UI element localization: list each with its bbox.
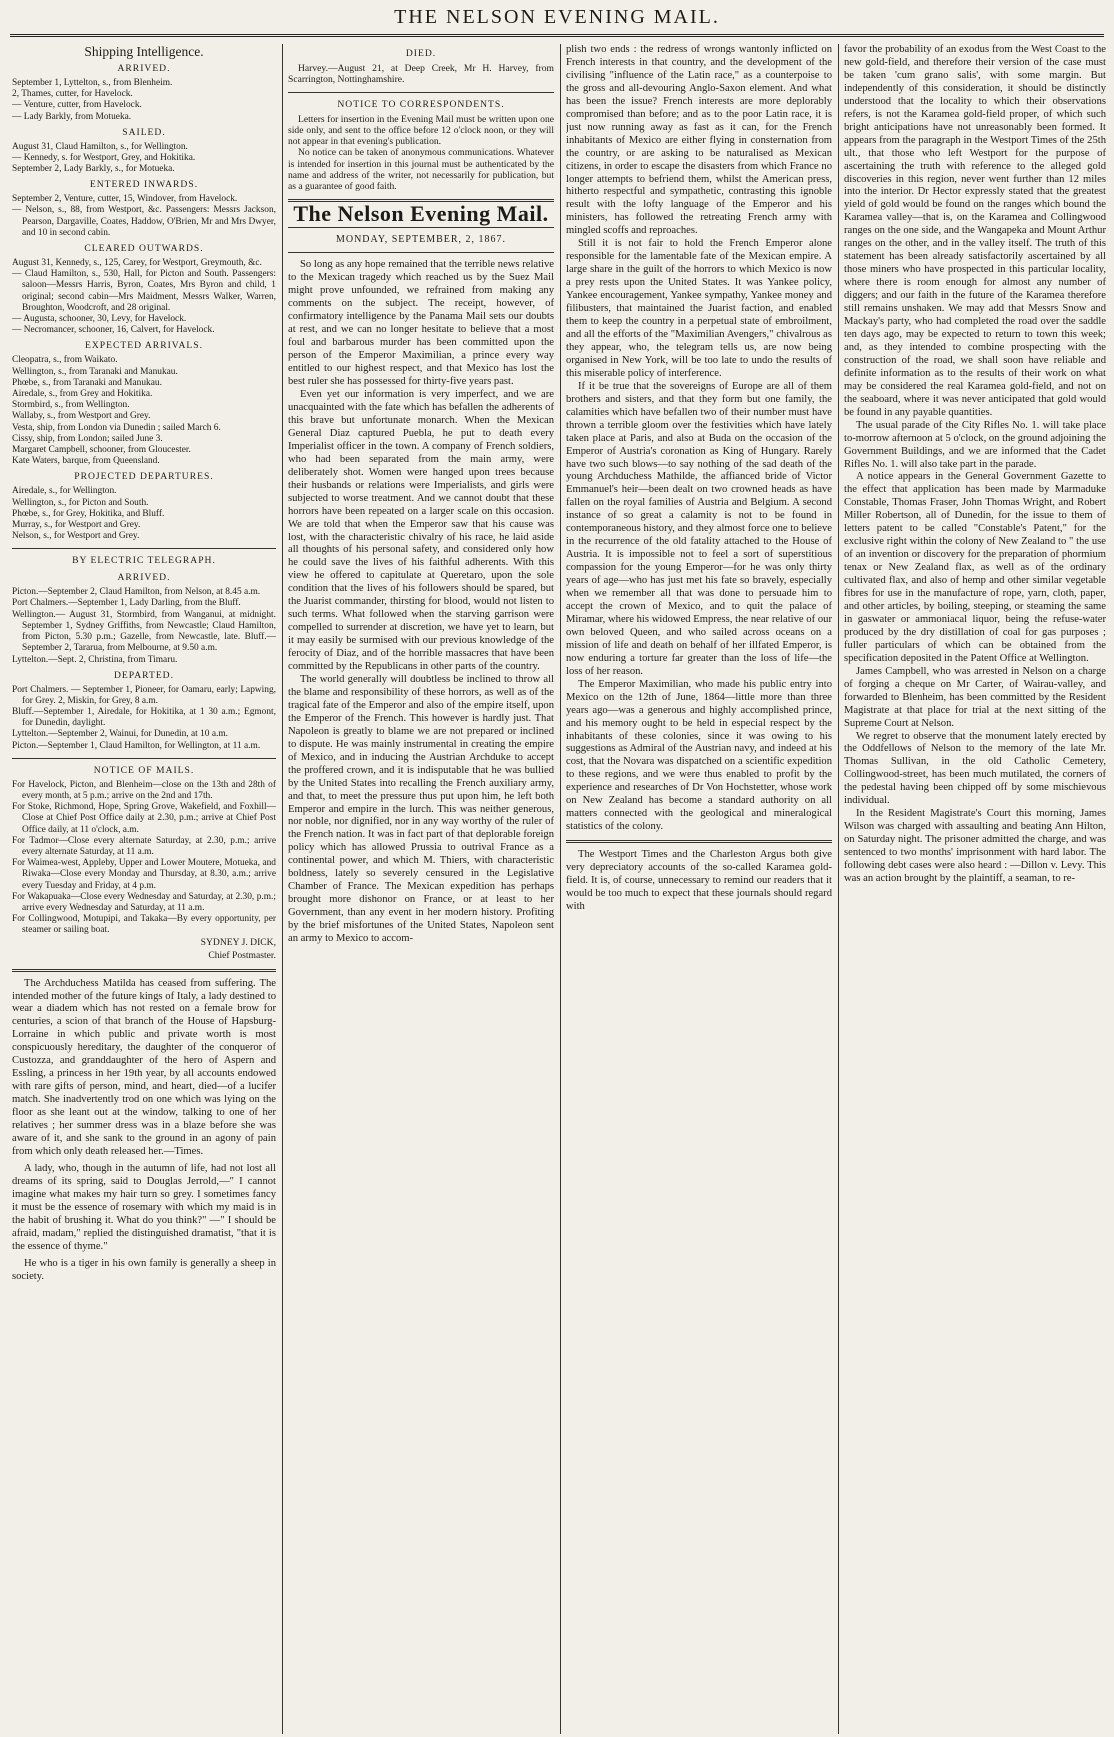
list-item: For Collingwood, Motupipi, and Takaka—By every opportunity, per steamer or sailing boat. xyxy=(12,914,276,936)
arrived-list xyxy=(12,78,276,123)
list-item: Lyttelton.—Sept. 2, Christina, from Timaru. xyxy=(12,654,178,665)
section-head: ENTERED INWARDS. xyxy=(89,179,199,191)
section-head: EXPECTED ARRIVALS. xyxy=(84,340,204,352)
masthead-rule xyxy=(10,34,1104,37)
divider xyxy=(12,969,276,972)
editorial-paragraph: The world generally will doubtless be inclined to throw all the blame and responsibility of these horrors, as well as of the tragical fate of the Emperor and also of the empire itself, upon the Emperor of the French. This however is hardly just. That Napoleon is greatly to blame we are not prepared or inclined to dispute. He was mainly instrumental in creating the empire of Mexico, and in inducing the Austrian Archduke to accept the proffered crown, and it is indisputable that he was bullied by the United States into recalling the French auxiliary army, and that, to meet the pressure thus put upon him, he left both Emperor and empire in the lurch. This was neither generous, nor noble, nor dignified, nor in any way worthy of the ruler of the French nation. It was in fact part of that deplorable foreign policy which has allowed Prussia to outrival France as a continental power, and which M. Thiers, with characteristic boldness, lately so severely censured in the Legislative Chamber of France. The Mexican expedition has perhaps brought more dishonor on France, or at least to her Government, than any event in her modern history. Profiting by the brief misfortunes of the United States, Napoleon sent an army to Mexico to accom- xyxy=(288,673,554,945)
list-item: Picton.—September 1, Claud Hamilton, for Wellington, at 11 a.m. xyxy=(12,740,261,751)
list-item: 2, Thames, cutter, for Havelock. xyxy=(12,89,133,100)
column-4 xyxy=(844,44,1106,1734)
list-item: Port Chalmers. — September 1, Pioneer, for Oamaru, early; Lapwing, for Grey. 2, Miskin, for Grey, 8 a.m. xyxy=(12,684,276,706)
list-item: Stormbird, s., from Wellington. xyxy=(12,400,130,411)
list-item: Picton.—September 2, Claud Hamilton, from Nelson, at 8.45 a.m. xyxy=(12,587,261,598)
expected-list xyxy=(12,355,276,467)
tiger-paragraph: He who is a tiger in his own family is generally a sheep in society. xyxy=(12,1257,276,1282)
news-paragraph: A notice appears in the General Government Gazette to the effect that application has been made by Marmaduke Constable, Thomas Fraser, John Thomas Wright, and Robert Miller Robertson, all of Dunedin, for the issue to them of letters patent to be called "Constable's Patent," for the exclusive right within the colony of New Zealand to " the use of an invention or discovery for the preparation of phormium tenax or New Zealand flax, as well as of the ordinary cultivated flax, and also of hemp and other similar vegetable fibres for use in the manufacture of rope, yarn, cloth, paper, and other articles, by boiling, steeping, or steaming the same in gaswater or ammoniacal liquor, being the refuse-water produced by the dry distillation of coal for gas purposes ; fuller particulars of which can be obtained from the specification deposited in the Patent Office at Wellington. xyxy=(844,471,1106,664)
list-item: For Wakapuaka—Close every Wednesday and Saturday, at 2.30, p.m.; arrive every Wednesday and Saturday, at 11 a.m. xyxy=(12,891,276,914)
list-item: Wellington, s., for Picton and South. xyxy=(12,497,149,508)
section-head: NOTICE OF MAILS. xyxy=(93,764,195,776)
list-item: Wellington.— August 31, Stormbird, from Wanganui, at midnight. September 1, Sydney Griffiths, from Newcastle; Claud Hamilton, from Picton, 5.30 p.m.; Gazelle, from Newcastle, late. Bluff.—September 2, Tararua, from Melbourne, at 9.50 a.m. xyxy=(12,609,276,654)
column-3 xyxy=(566,44,832,1734)
list-item: Cissy, ship, from London; sailed June 3. xyxy=(12,433,163,444)
editorial-paragraph: If it be true that the sovereigns of Europe are all of them brothers and sisters, and that they form but one family, the calamities which have befallen two of their number must have thrown a terrible gloom over the festivities which have lately taken place at Paris, and also at Buda on the occasion of the Emperor of Austria's coronation as King of Hungary. Rarely have two such blows—to say nothing of the sad death of the young Archduchess Mathilde, the affianced bride of Victor Emmanuel's heir—been dealt on two crowned heads as have fallen on the royal families of Austria and Belgium. A second instance of so great a calamity is not to be found in contemporaneous history, and they almost force one to believe in the recurrence of the old fatality attached to the House of Austria. It is impossible not to feel a sort of superstitious compassion for the young Emperor—for he was only thirty years of age—who has just met his fate so bravely, especially when we remember all that was done to persuade him to accept the crown of Mexico, and to quit the palace of Miramar, where his widowed Empress, the near relative of our own beloved Queen, and who sailed across oceans on a mission of life and death on behalf of her illfated Emperor, is now enduring a torture far greater than the loss of life—the loss of her reason. xyxy=(566,380,832,677)
editorial-paragraph: The Emperor Maximilian, who made his public entry into Mexico on the 12th of June, 1864—little more than three years ago—was a generous and highly accomplished prince, and his memory ought to be held in especial respect by the inhabitants of these colonies, since it was owing to his suggestions as Admiral of the Austrian navy, and indeed at his cost, that the Novara was dispatched on a scientific expedition to these regions, and we were thus enabled to profit by the experience and researches of Dr Von Hochstetter, whose work on New Zealand has become a standard authority on all matters connected with the geological and mineralogical statistics of the colony. xyxy=(566,678,832,833)
divider xyxy=(12,758,276,759)
section-head: ARRIVED. xyxy=(117,572,171,584)
paper-title: The Nelson Evening Mail. xyxy=(293,200,549,226)
shipping-title: Shipping Intelligence. xyxy=(84,44,204,59)
mails-list xyxy=(12,780,276,937)
list-item: For Tadmor—Close every alternate Saturday, at 2.30, p.m.; arrive every alternate Saturday, at 11 a.m. xyxy=(12,835,276,858)
list-item: — Nelson, s., 88, from Westport, &c. Passengers: Messrs Jackson, Pearson, Dargaville, Coates, Haddow, O'Brien, Mr and Mrs Dwyer, and 10 in second cabin. xyxy=(12,205,276,238)
list-item: For Havelock, Picton, and Blenheim—close on the 13th and 28th of every month, at 5 p.m.; arrive on the 2nd and 17th. xyxy=(12,779,276,802)
section-head: SAILED. xyxy=(122,126,166,138)
column-2 xyxy=(288,44,554,1734)
list-item: August 31, Claud Hamilton, s., for Wellington. xyxy=(12,141,188,152)
list-item: Cleopatra, s., from Waikato. xyxy=(12,355,118,366)
list-item: Nelson, s., for Westport and Grey. xyxy=(12,531,140,542)
list-item: September 2, Lady Barkly, s., for Motueka. xyxy=(12,164,175,175)
column-1 xyxy=(12,44,276,1734)
correspondents-head: NOTICE TO CORRESPONDENTS. xyxy=(337,98,505,110)
list-item: — Claud Hamilton, s., 530, Hall, for Picton and South. Passengers: saloon—Messrs Harris, Byron, Coates, Mrs Byron and child, 1 original; second cabin—Mrs Maidment, Messrs Walker, Warren, Broughton, Woodcroft, and 28 original. xyxy=(12,269,276,313)
list-item: — Augusta, schooner, 30, Levy, for Havelock. xyxy=(12,314,187,325)
masthead: THE NELSON EVENING MAIL. xyxy=(394,6,720,28)
sailed-list xyxy=(12,142,276,176)
news-paragraph: James Campbell, who was arrested in Nelson on a charge of forging a cheque on Mr Carter, of Wairau-valley, and forwarded to Blenheim, has been committed by the Resident Magistrate at that place for trial at the next sitting of the Supreme Court at Nelson. xyxy=(844,665,1106,729)
section-head: DEPARTED. xyxy=(113,669,175,681)
list-item: Port Chalmers.—September 1, Lady Darling, from the Bluff. xyxy=(12,598,241,609)
list-item: — Venture, cutter, from Havelock. xyxy=(12,100,142,111)
list-item: Margaret Campbell, schooner, from Gloucester. xyxy=(12,445,191,455)
list-item: Vesta, ship, from London via Dunedin ; sailed March 6. xyxy=(12,422,221,433)
editorial-paragraph: plish two ends : the redress of wrongs wantonly inflicted on French interests in that country, and the development of the civilising "influence of the Latin race," as a counterpoise to the gross and all-devouring Anglo-Saxon element. And what has been the issue? French interests are more deplorably compromised than before; and as to the poor Latin race, it is just now running away as fast as it can, for the French inhabitants of Mexico are either flying in consternation from the country, or are asking to be naturalised as Mexican citizens, in order to escape the disasters from which France no longer attempts to befriend them, whilst the American press, hitherto respectful and sympathetic, contrasting this ignoble result with the lofty language of the Emperor and his ministers, has followed the retreating French army with mingled scoffs and reproaches. xyxy=(566,44,832,237)
news-paragraph: In the Resident Magistrate's Court this morning, James Wilson was charged with assaulting and beating Ann Hilton, on Saturday night. The prisoner admitted the charge, and was sentenced to two months' imprisonment with hard labor. The following debt cases were also heard : —Dillon v. Levy. This was an action brought by the plaintiff, a seaman, to re- xyxy=(844,808,1106,884)
section-head: PROJECTED DEPARTURES. xyxy=(74,471,214,483)
list-item: Wallaby, s., from Westport and Grey. xyxy=(12,411,151,422)
died-head: DIED. xyxy=(405,48,437,59)
postmaster-title: Chief Postmaster. xyxy=(208,949,276,961)
news-paragraph: The usual parade of the City Rifles No. 1. will take place to-morrow afternoon at 5 o'clock, on the ground adjoining the Government Buildings, and we are informed that the Cadet Rifles No. 1. will also take part in the parade. xyxy=(844,419,1106,470)
died-notice: Harvey.—August 21, at Deep Creek, Mr H. Harvey, from Scarrington, Nottinghamshire. xyxy=(288,62,554,86)
karamea-paragraph: The Westport Times and the Charleston Argus both give very depreciatory accounts of the so-called Karamea gold-field. It is, of course, unnecessary to remind our readers that it would be too much to expect that these journals should regard with xyxy=(566,849,832,912)
cleared-list xyxy=(12,258,276,336)
divider xyxy=(12,548,276,549)
divider xyxy=(288,227,554,228)
correspondents-notice: Letters for insertion in the Evening Mail must be written upon one side only, and sent to the office before 12 o'clock noon, or they will not appear in that evening's publication. xyxy=(288,113,554,148)
column-rule xyxy=(838,44,839,1734)
list-item: Airedale, s., for Wellington. xyxy=(12,486,117,497)
list-item: September 2, Venture, cutter, 15, Windover, from Havelock. xyxy=(12,194,238,205)
list-item: Lyttelton.—September 2, Wainui, for Dunedin, at 10 a.m. xyxy=(12,729,228,740)
list-item: Airedale, s., from Grey and Hokitika. xyxy=(12,388,153,399)
list-item: — Kennedy, s. for Westport, Grey, and Hokitika. xyxy=(12,152,196,163)
telegraph-arrived-list xyxy=(12,587,276,665)
list-item: August 31, Kennedy, s., 125, Carey, for Westport, Greymouth, &c. xyxy=(12,258,262,268)
postmaster-name: SYDNEY J. DICK, xyxy=(200,936,276,948)
divider xyxy=(288,92,554,93)
list-item: Phœbe, s., for Grey, Hokitika, and Bluff. xyxy=(12,508,165,519)
correspondents-notice: No notice can be taken of anonymous communications. Whatever is intended for insertion in this journal must be authenticated by the name and address of the writer, not necessarily for publication, but as a guarantee of good faith. xyxy=(288,147,554,193)
divider xyxy=(288,252,554,253)
list-item: Wellington, s., from Taranaki and Manukau. xyxy=(12,366,178,377)
section-head: CLEARED OUTWARDS. xyxy=(84,243,204,255)
news-paragraph: We regret to observe that the monument lately erected by the Oddfellows of Nelson to the memory of the late Mr. Thomas Sullivan, in the old Catholic Cemetery, Collingwood-street, has been much mutilated, the corners of the pedestal having been chipped off by some mischievous individual. xyxy=(844,730,1106,807)
telegraph-departed-list xyxy=(12,685,276,752)
list-item: Phœbe, s., from Taranaki and Manukau. xyxy=(12,377,162,388)
list-item: — Lady Barkly, from Motueka. xyxy=(12,111,132,122)
list-item: — Necromancer, schooner, 16, Calvert, for Havelock. xyxy=(12,325,215,336)
entered-list xyxy=(12,194,276,239)
list-item: Bluff.—September 1, Airedale, for Hokitika, at 1 30 a.m.; Egmont, for Dunedin, daylight. xyxy=(12,707,276,729)
editorial-paragraph: Even yet our information is very imperfect, and we are unacquainted with the fate which has befallen the adherents of this brave but unfortunate monarch. When the Mexican General Diaz captured Puebla, he put to death every Imperialist officer in the town. A company of French soldiers, who had been separated from the main army, were deliberately shot. Women were hanged upon trees because their husbands or relations were Imperialists, and girls were subjected to worse treatment. And we cannot doubt that these horrors have been repeated on a larger scale on this occasion. We are told that when the Emperor saw that his cause was lost, with the characteristic chivalry of his race, he laid aside all thoughts of his personal safety, and considered only how he could save the lives of his faithful adherents. With this view he offered to capitulate at Queretaro, upon the sole condition that the lives of his followers should be spared, but the Juarist commander, thirsting for blood, would not listen to such terms. What followed when the starving garrison were compelled to surrender at discretion, we have yet to learn, but it may easily be surmised with our previous knowledge of the ferocity of Diaz, and of the horrible massacres that have been committed by the Republicans in other parts of the country. xyxy=(288,389,554,673)
projected-list xyxy=(12,486,276,542)
karamea-paragraph: favor the probability of an exodus from the West Coast to the new gold-field, and therefore their version of the case must be taken 'cum grano salis', with some margin. But independently of this consideration, it should be distinctly understood that the locality to which their observations refers, is not the Karamea gold-field proper, of which such bright anticipations have not unreasonably been formed. It appears from the paragraph in the Westport Times of the 25th ult., that those who left Westport for the purpose of ascertaining the truth with reference to the alleged gold discoveries in this region, never went further than 12 miles into the interior. Dr Hector expressly stated that the greatest yield of gold would be found on the ranges which bound the Karamea valley—that is, on the Karamea and Collingwood ranges on the one side, and the Wangapeka and Mount Arthur ranges on the other, and in the valley itself. The truth of this statement has been already satisfactorily ascertained by all those miners who have prospected in this particular locality, where there is room enough for almost any number of diggers; and our faith in the future of the Karamea therefore still remains unshaken. We may add that Messrs Snow and Mackay's party, who had completed the road over the saddle ten days ago, may be expected to return to town this week; and, as they intended to combine prospecting with the construction of the road, we shall soon have reliable and definite information as to the results of their work on what may be considered the real Karamea gold-field, and not on the seaboard, where it was never anticipated that gold would be found in any payable quantities. xyxy=(844,44,1106,418)
section-head: ARRIVED. xyxy=(117,62,171,74)
lady-paragraph: A lady, who, though in the autumn of life, had not lost all dreams of its spring, said to Douglas Jerrold,—" I cannot imagine what makes my hair turn so grey. I sometimes fancy it must be the essence of rosemary with which my maid is in the habit of brushing it. What do you think?" —" I should be afraid, madam," replied the distinguished dramatist, "that it is the essence of thyme." xyxy=(12,1162,276,1252)
list-item: For Waimea-west, Appleby, Upper and Lower Moutere, Motueka, and Riwaka—Close every Monday and Thursday, at 8.30, a.m.; arrive every Tuesday and Friday, at 4 p.m. xyxy=(12,858,276,891)
editorial-paragraph: So long as any hope remained that the terrible news relative to the Mexican tragedy which reached us by the Suez Mail might prove unfounded, we refrained from making any comments on the subject. The receipt, however, of confirmatory intelligence by the Panama Mail sets our doubts at rest, and we can no longer hesitate to believe that a most foul and barbarous murder has been committed upon the person of the Emperor Maximilian, a prince every way entitled to our highest respect, and that Mexico has lost the best ruler she has possessed for thirty-five years past. xyxy=(288,259,554,388)
dateline: MONDAY, SEPTEMBER, 2, 1867. xyxy=(335,233,507,245)
list-item: For Stoke, Richmond, Hope, Spring Grove, Wakefield, and Foxhill—Close at Chief Post Office daily at 2.30, p.m.; arrive at Chief Post Office daily, at 11 o'clock, a.m. xyxy=(12,802,276,835)
editorial-paragraph: Still it is not fair to hold the French Emperor alone responsible for the lamentable fate of the Mexican empire. A large share in the guilt of the horrors to which Mexico is now a prey rests upon the United States. It was Yankee policy, Yankee encouragement, Yankee sympathy, Yankee money and filibusters, that maintained the Juarist faction, and enabled them to keep the country in a perpetual state of embroilment, and all the efforts of the "Maximilian Avengers," chivalrous as they appear, who, the telegram tells us, are now being organised in New York, will be too late to undo the results of this miserable policy of interference. xyxy=(566,238,832,379)
list-item: September 1, Lyttelton, s., from Blenheim. xyxy=(12,77,173,88)
section-head: BY ELECTRIC TELEGRAPH. xyxy=(72,555,216,567)
divider xyxy=(566,840,832,843)
list-item: Kate Waters, barque, from Queensland. xyxy=(12,456,160,467)
column-rule xyxy=(560,44,561,1734)
column-rule xyxy=(282,44,283,1734)
list-item: Murray, s., for Westport and Grey. xyxy=(12,519,141,530)
archduchess-paragraph: The Archduchess Matilda has ceased from suffering. The intended mother of the future kings of Italy, a lady destined to wear a diadem which has not rested on a female brow for centuries, a scion of that branch of the House of Hapsburg-Lorraine in which public and private worth is most conspicuously hereditary, the daughter of the conqueror of Custozza, and granddaughter of the hero of Aspern and Essling, a princess in her 19th year, by all accounts endowed with rare gifts of person, mind, and heart, died—of a lucifer match. She inadvertently trod on one which was lying on the floor as she leant out at the window, talking to one of her relatives ; her summer dress was in a blaze before she was aware of it, and she sank to the ground in an agony of pain from which only death released her.—Times. xyxy=(12,977,276,1157)
